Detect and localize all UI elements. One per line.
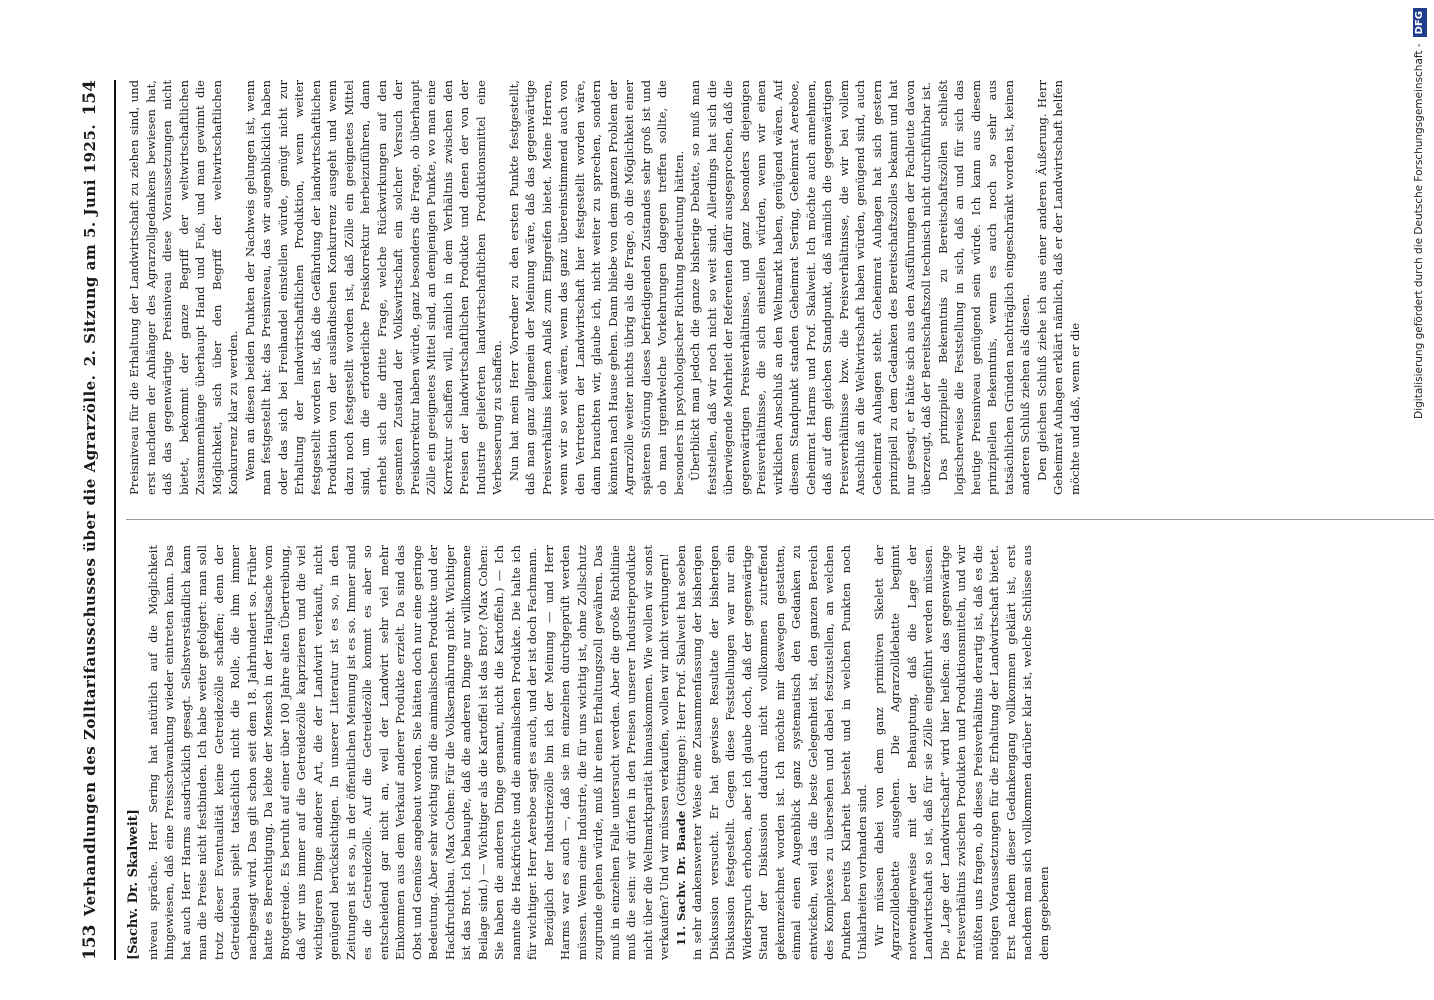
left-column [126, 545, 1434, 960]
paragraph: Das prinzipielle Bekenntnis zu Bereitschaftszöllen schließt logischerweise die Feststellung in sich, daß an und für sich das heutige Preisniveau genügend sein würde. Ich kann aus diesem prinzipiellen Bekenntnis, wenn es auch noch so sehr aus tatsächlichen Gründen nachträglich eingeschränkt worden ist, keinen anderen Schluß ziehen als diesen. [935, 80, 1032, 495]
paragraph: Bezüglich der Industriezölle bin ich der Meinung — und Herr Harms war es auch —, daß sie im einzelnen durchgeprüft werden müssen. Wenn eine Industrie, die für uns wichtig ist, ohne Zollschutz zugrunde gehen würde, muß ihr einen Erhaltungszoll gewähren. Das muß in einzelnen Falle untersucht werden. Aber die große Richtlinie muß die sein: wir dürfen in den Preisen unserer Industrieprodukte nicht über die Weltmarktparität hinauskommen. Wie wollen wir sonst verkaufen? Und wir müssen verkaufen, wollen wir nicht verhungern! [541, 545, 671, 960]
paragraph: Preisniveau für die Erhaltung der Landwirtschaft zu ziehen sind, und erst nachdem der Anhänger des Agrarzollgedankens bewiesen hat, daß das gegenwärtige Preisniveau diese Voraussetzungen nicht bietet, bekommt der ganze Begriff der weltwirtschaftlichen Zusammenhänge überhaupt Hand und Fuß, und man gewinnt die Möglichkeit, sich über den Begriff der weltwirtschaftlichen Konkurrenz klar zu werden. [127, 80, 240, 495]
stamp-text: Digitalisierung gefördert durch die Deutsche Forschungsgemeinschaft - [1413, 43, 1425, 419]
header-rule [114, 80, 116, 960]
paragraph: niveau spräche. Herr Sering hat natürlich auf die Möglichkeit hingewiesen, daß eine Preisschwankung wieder eintreten kann. Das hat auch Herr Harms ausdrücklich gesagt. Selbstverständlich kann man die Preise nicht festbinden. Ich habe weiter gefolgert: man soll trotz dieser Eventualität keine Getreidezölle schaffen; denn der Getreidebau spielt tatsächlich nicht die Rolle, die ihm immer nachgesagt wird. Das gilt schon seit dem 18. Jahrhundert so. Früher hatte es Berechtigung. Da lebte der Mensch in der Hauptsache vom Brotgetreide. Es beruht auf einer über 100 Jahre alten Übertreibung, daß wir uns immer auf die Getreidezölle kaprizieren und die viel wichtigeren Dinge anderer Art, die der Landwirt verkauft, nicht genügend berücksichtigen. In unserer Literatur ist es so, in den Zeitungen ist es so, in der öffentlichen Meinung ist es so. Immer sind es die Getreidezölle. Auf die Getreidezölle kommt es aber so entscheidend gar nicht an, weil der Landwirt sehr viel mehr Einkommen aus dem Verkauf anderer Produkte erzielt. Da sind das Obst und Gemüse angebaut worden. Sie hätten doch nur eine geringe Bedeutung. Aber sehr wichtig sind die animalischen Produkte und der Hackfruchtbau. (Max Cohen: Für die Volksernährung nicht. Wichtiger ist das Brot. Ich behaupte, daß die anderen Dinge nur willkommene Beilage sind.) — Wichtiger als die Kartoffel ist das Brot? (Max Cohen: Sie haben die anderen Dinge genannt, nicht die Kartoffeln.) — Ich nannte die Hackfrüchte und die animalischen Produkte. Die halte ich für wichtiger. Herr Aereboe sagt es auch, und der ist doch Fachmann. [145, 545, 539, 960]
left-running-title: Verhandlungen des Zolltarifausschusses über die Agrarzölle. [81, 374, 99, 917]
dfg-logo: DFG [1413, 8, 1427, 37]
paragraph: Nun hat mein Herr Vorredner zu den ersten Punkte festgestellt, daß man ganz allgemein der Meinung wäre, daß das gegenwärtige Preisverhältnis keinen Anlaß zum Eingreifen bietet. Meine Herren, wenn wir so weit wären, wenn das ganz übereinstimmend auch von den Vertretern der Landwirtschaft hier festgestellt worden wäre, dann brauchten wir, glaube ich, nicht weiter zu sprechen, sondern könnten nach Hause gehen. Dann bliebe von dem ganzen Problem der Agrarzölle weiter nichts übrig als die Frage, ob die Möglichkeit einer späteren Störung dieses befriedigenden Zustandes sehr groß ist und ob man irgendwelche Vorkehrungen dagegen treffen sollte, die besonders in psychologischer Richtung Bedeutung hätten. [506, 80, 686, 495]
paragraph: Den gleichen Schluß ziehe ich aus einer anderen Äußerung. Herr Geheimrat Auhagen erklärt nämlich, daß er der Landwirtschaft helfen möchte und daß, wenn er die [1034, 80, 1082, 495]
column-divider [126, 519, 1434, 520]
section-heading: [Sachv. Dr. Skalweit] [126, 809, 141, 960]
right-page-number: 154 [80, 80, 100, 116]
paragraph: Wir müssen dabei von dem ganz primitiven Skelett der Agrarzolldebatte ausgehen. Die Agrarzolldebatte beginnt notwendigerweise mit der Behauptung, daß die Lage der Landwirtschaft so ist, daß für sie Zölle eingeführt werden müssen. Die „Lage der Landwirtschaft“ wird hier heißen: das gegenwärtige Preisverhältnis zwischen Produkten und Produktionsmitteln, und wir müßten uns fragen, ob dieses Preisverhältnis derartig ist, daß es die nötigen Voraussetzungen für die Erhaltung der Landwirtschaft bietet. Erst nachdem dieser Gedankengang vollkommen geklärt ist, erst nachdem man sich vollkommen darüber klar ist, welche Schlüsse aus dem gegebenen [871, 545, 1051, 960]
speaker-text: (Göttingen): Herr Prof. Skalweit hat soeben in sehr dankenswerter Weise eine Zusammenfassung der bisherigen Diskussion versucht. Er hat gewisse Resultate der bisherigen Diskussion festgestellt. Gegen diese Feststellungen war nur ein Widerspruch erhoben, aber ich glaube doch, daß der gegenwärtige Stand der Diskussion dadurch nicht vollkommen zutreffend gekennzeichnet worden ist. Ich möchte mir deswegen gestatten, einmal einen Augenblick ganz systematisch den Gedanken zu entwickeln, weil das die beste Gelegenheit ist, den ganzen Bereich des Komplexes zu übersehen und dabei festzustellen, an welchen Punkten bereits Klarheit besteht und in welchen Punkten noch Unklarheiten vorhanden sind. [673, 545, 869, 960]
rotated-page-spread [70, 80, 1434, 960]
running-head [70, 80, 110, 960]
digitization-stamp [1408, 8, 1430, 728]
speaker-name: 11. Sachv. Dr. Baade [673, 810, 688, 946]
left-page-number: 153 [80, 924, 100, 960]
stamp-label [1408, 8, 1430, 728]
right-column [126, 80, 1434, 495]
speaker-paragraph [673, 545, 871, 960]
paragraph: Wenn an diesen beiden Punkten der Nachweis gelungen ist, wenn man festgestellt hat: das Preisniveau, das wir augenblicklich haben oder das sich bei Freihandel einstellen würde, genügt nicht zur Erhaltung der landwirtschaftlichen Produktion, wenn weiter festgestellt worden ist, daß die Gefährdung der landwirtschaftlichen Produktion von der ausländischen Konkurrenz ausgeht und wenn dazu noch festgestellt worden ist, daß Zölle ein geeignetes Mittel sind, um die erforderliche Preiskorrektur herbeizuführen, dann erhebt sich die dritte Frage, welche Rückwirkungen auf den gesamten Zustand der Volkswirtschaft ein solcher Versuch der Preiskorrektur haben würde, ganz besonders die Frage, ob überhaupt Zölle ein geeignetes Mittel sind, an demjenigen Punkte, wo man eine Korrektur schaffen will, nämlich in dem Verhältnis zwischen den Preisen der landwirtschaftlichen Produkte und denen der von der Industrie gelieferten landwirtschaftlichen Produktionsmittel eine Verbesserung zu schaffen. [242, 80, 504, 495]
right-running-title: 2. Sitzung am 5. Juni 1925. [81, 123, 99, 367]
paragraph: Überblickt man jedoch die ganze bisherige Debatte, so muß man feststellen, daß wir noch nicht so weit sind. Allerdings hat sich die überwiegende Mehrheit der Referenten dafür ausgesprochen, daß die gegenwärtigen Preisverhältnisse, und ganz besonders diejenigen Preisverhältnisse, die sich einstellen würden, wenn wir einen wirklichen Anschluß an den Weltmarkt haben, genügend wären. Auf diesem Standpunkt standen Geheimrat Sering, Geheimrat Aereboe, Geheimrat Harms und Prof. Skalweit. Ich möchte auch annehmen, daß auf dem gleichen Standpunkt, daß nämlich die gegenwärtigen Preisverhältnisse bzw. die Preisverhältnisse, die wir bei vollem Anschluß an die Weltwirtschaft haben würden, genügend sind, auch Geheimrat Auhagen steht. Geheimrat Auhagen hat sich gestern prinzipiell zu dem Gedanken des Bereitschaftszolles bekannt und hat nur gesagt, er hätte sich aus den Ausführungen der Fachleute davon überzeugt, daß der Bereitschaftszoll technisch nicht durchführbar ist. [688, 80, 933, 495]
